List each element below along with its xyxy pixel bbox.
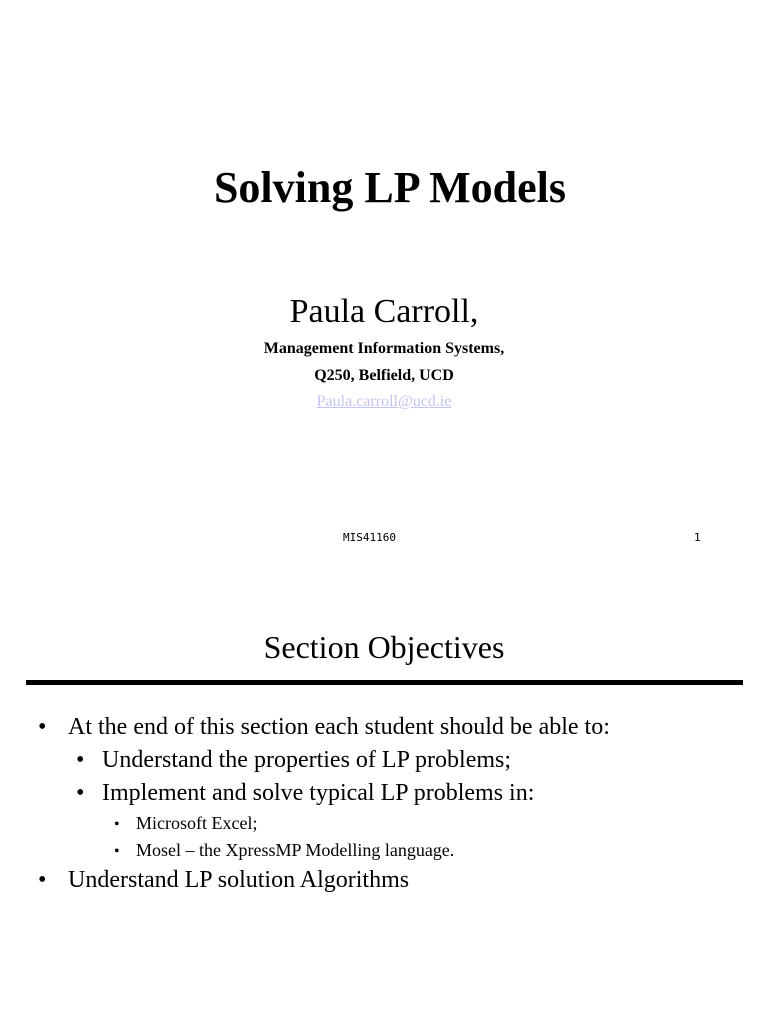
bullet-icon: • xyxy=(114,843,120,860)
slide-title: Solving LP Models xyxy=(213,163,567,212)
bullet-item xyxy=(38,712,610,742)
email-link[interactable]: Paula.carroll@ucd.ie xyxy=(316,393,452,410)
bullet-text: Understand the properties of LP problems; xyxy=(102,747,512,773)
bullet-item xyxy=(114,839,454,863)
bullet-icon: • xyxy=(38,714,47,740)
affiliation-address: Q250, Belfield, UCD xyxy=(314,367,454,384)
bullet-icon: • xyxy=(114,816,120,833)
bullet-item xyxy=(114,812,257,836)
bullet-item xyxy=(38,865,409,895)
bullet-text: At the end of this section each student should be able to: xyxy=(68,714,610,740)
bullet-item xyxy=(76,778,534,808)
author-name: Paula Carroll, xyxy=(289,293,479,330)
title-underline-rule xyxy=(26,680,743,685)
bullet-text: Mosel – the XpressMP Modelling language. xyxy=(136,840,455,860)
bullet-icon: • xyxy=(38,867,47,893)
page-number: 1 xyxy=(694,531,701,544)
course-code: MIS41160 xyxy=(343,531,396,544)
bullet-text: Microsoft Excel; xyxy=(136,813,258,833)
bullet-icon: • xyxy=(76,747,85,773)
bullet-icon: • xyxy=(76,780,85,806)
bullet-text: Implement and solve typical LP problems in: xyxy=(102,780,535,806)
bullet-item xyxy=(76,745,511,775)
bullet-text: Understand LP solution Algorithms xyxy=(68,867,410,893)
affiliation-department: Management Information Systems, xyxy=(263,340,505,357)
section-title: Section Objectives xyxy=(263,629,505,665)
